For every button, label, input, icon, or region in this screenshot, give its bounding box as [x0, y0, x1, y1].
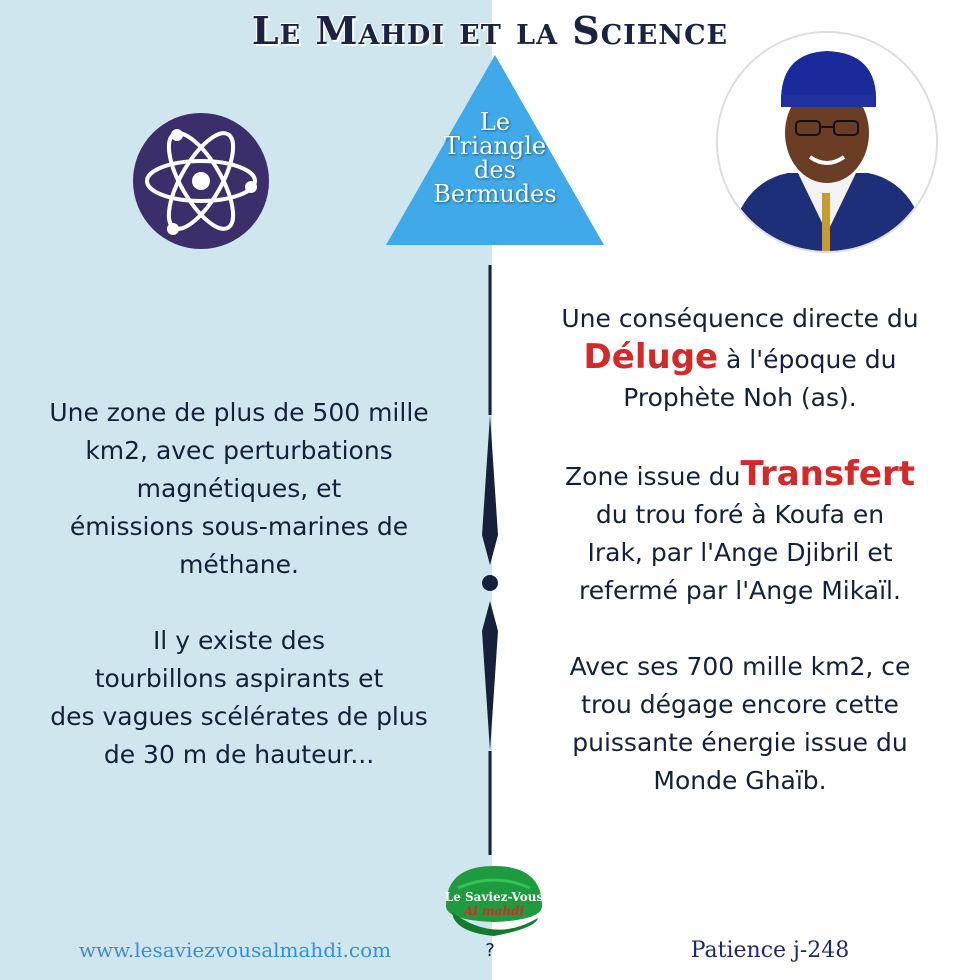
website-link[interactable]: www.lesaviezvousalmahdi.com: [78, 938, 392, 962]
left-text-line: Une zone de plus de 500 mille: [49, 398, 429, 427]
right-text-line: Monde Ghaïb.: [653, 766, 827, 795]
triangle-label-line: Bermudes: [433, 180, 557, 208]
triangle-label: [386, 110, 604, 206]
question-mark: ?: [485, 940, 495, 961]
right-text-line: Avec ses 700 mille km2, ce: [569, 652, 911, 681]
left-text-line: Il y existe des: [152, 626, 326, 655]
triangle-label-line: Le: [479, 108, 511, 136]
portrait-photo: [718, 33, 936, 251]
left-text-line: km2, avec perturbations: [85, 436, 393, 465]
right-text-line: puissante énergie issue du: [572, 728, 908, 757]
left-text-line: tourbillons aspirants et: [94, 664, 384, 693]
patience-counter: Patience j-248: [690, 938, 850, 963]
cap-logo-text: [438, 890, 550, 918]
left-text-line: émissions sous-marines de: [69, 512, 409, 541]
left-column-text: [0, 394, 478, 774]
right-text-line: [510, 455, 970, 496]
right-text-line: du trou foré à Koufa en: [595, 500, 885, 529]
right-text-line: refermé par l'Ange Mikaïl.: [579, 576, 901, 605]
highlight-transfert: Transfert: [740, 454, 915, 494]
triangle-label-line: des: [474, 156, 516, 184]
right-text-line: Une conséquence directe du: [561, 304, 919, 333]
atom-icon: [133, 113, 269, 249]
triangle-label-line: Triangle: [443, 132, 547, 160]
left-text-line: des vagues scélérates de plus: [50, 702, 428, 731]
cap-logo-subtitle: Al mahdi: [463, 904, 525, 918]
right-column-text: [510, 300, 970, 800]
highlight-deluge: Déluge: [583, 337, 719, 377]
left-text-line: de 30 m de hauteur...: [103, 740, 375, 769]
right-text-fragment: Zone issue du: [565, 462, 741, 491]
cap-logo-line: Le Saviez-Vous: [444, 890, 544, 904]
right-text-line: [510, 338, 970, 379]
right-text-fragment: à l'époque du: [718, 345, 897, 374]
left-text-line: méthane.: [179, 550, 299, 579]
right-text-line: Prophète Noh (as).: [623, 383, 857, 412]
right-text-line: Irak, par l'Ange Djibril et: [587, 538, 893, 567]
vertical-divider: [478, 265, 502, 855]
left-text-line: magnétiques, et: [136, 474, 342, 503]
right-text-line: trou dégage encore cette: [581, 690, 899, 719]
page-title: Le Mahdi et la Science: [251, 8, 729, 53]
